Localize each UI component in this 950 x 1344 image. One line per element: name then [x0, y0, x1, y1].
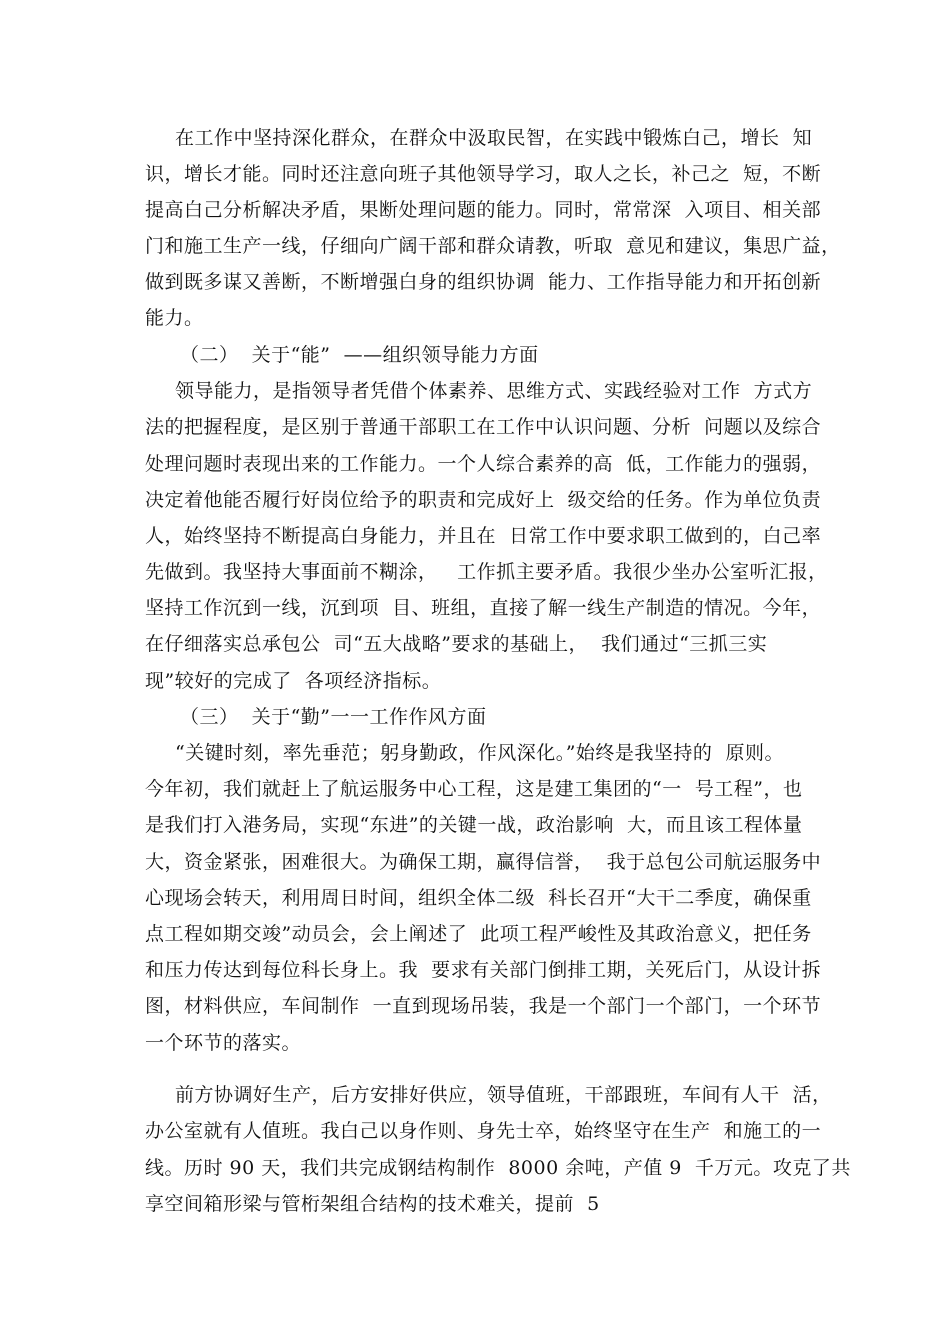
text-line: 决定着他能否履行好岗位给予的职责和完成好上 级交给的任务。作为单位负责	[145, 489, 822, 511]
text-line: 是我们打入港务局，实现“东进”的关键一战，政治影响 大，而且该工程体量	[145, 814, 803, 836]
text-line: 大，资金紧张，困难很大。为确保工期，赢得信誉， 我于总包公司航运服务中	[145, 851, 822, 873]
text-line: 能力。	[145, 307, 204, 329]
text-line: 享空间箱形梁与管桁架组合结构的技术难关，提前 5	[145, 1193, 600, 1215]
text-line: 在工作中坚持深化群众，在群众中汲取民智，在实践中锻炼白己，增长 知	[175, 127, 813, 149]
text-line: 图，材料供应，车间制作 一直到现场吊装，我是一个部门一个部门，一个环节	[145, 995, 822, 1017]
section-heading: （三） 关于“勤”一一工作作风方面	[180, 706, 487, 728]
text-line: 心现场会转天，利用周日时间，组织全体二级 科长召开“大干二季度，确保重	[145, 887, 812, 909]
text-line: 坚持工作沉到一线，沉到项 目、班组，直接了解一线生产制造的情况。今年，	[145, 597, 822, 619]
text-line: 线。历时 90 天，我们共完成钢结构制作 8000 余吨，产值 9 千万元。攻克了共	[145, 1157, 851, 1179]
text-line: 提高白己分析解决矛盾，果断处理问题的能力。同时，常常深 入项目、相关部	[145, 199, 822, 221]
text-line: 办公室就有人值班。我白己以身作则、身先士卒，始终坚守在生产 和施工的一	[145, 1120, 822, 1142]
text-line: 法的把握程度，是区别于普通干部职工在工作中认识问题、分析 问题以及综合	[145, 416, 822, 438]
text-line: 和压力传达到每位科长身上。我 要求有关部门倒排工期，关死后门，从设计拆	[145, 959, 822, 981]
text-line: 一个环节的落实。	[145, 1032, 302, 1054]
text-line: 识，增长才能。同时还注意向班子其他领导学习，取人之长，补己之 短，不断	[145, 163, 822, 185]
text-line: 做到既多谋又善断，不断增强白身的组织协调 能力、工作指导能力和开拓创新	[145, 271, 822, 293]
text-line: 先做到。我坚持大事面前不糊涂， 工作抓主要矛盾。我很少坐办公室听汇报，	[145, 561, 828, 583]
text-line: 前方协调好生产，后方安排好供应，领导值班，干部跟班，车间有人干 活，	[175, 1084, 832, 1106]
text-line: 门和施工生产一线，仔细向广阔干部和群众请教，听取 意见和建议，集思广益，	[145, 235, 841, 257]
text-line: 处理问题时表现出来的工作能力。一个人综合素养的高 低，工作能力的强弱，	[145, 453, 822, 475]
text-line: 在仔细落实总承包公 司“五大战略”要求的基础上， 我们通过“三抓三实	[145, 633, 768, 655]
text-line: 点工程如期交竣”动员会，会上阐述了 此项工程严峻性及其政治意义，把任务	[145, 923, 812, 945]
text-line: 人，始终坚持不断提高白身能力，并且在 日常工作中要求职工做到的，白己率	[145, 525, 822, 547]
text-line: 今年初，我们就赶上了航运服务中心工程，这是建工集团的“一 号工程”，也	[145, 778, 803, 800]
text-line: 现”较好的完成了 各项经济指标。	[145, 670, 442, 692]
text-line: “关键时刻，率先垂范；躬身勤政，作风深化。”始终是我坚持的 原则。	[175, 742, 785, 764]
text-line: 领导能力，是指领导者凭借个体素养、思维方式、实践经验对工作 方式方	[175, 380, 813, 402]
section-heading: （二） 关于“能” ——组织领导能力方面	[180, 344, 539, 366]
